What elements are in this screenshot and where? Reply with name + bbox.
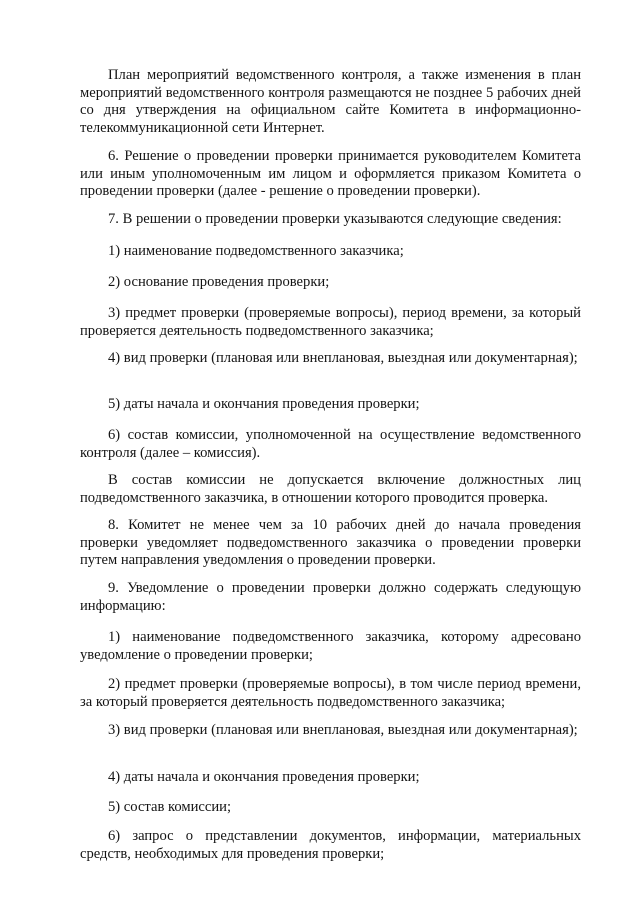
paragraph-9-notification-contents: 9. Уведомление о проведении проверки должно содержать следующую информацию: bbox=[80, 580, 581, 614]
list-item-9-2: 2) предмет проверки (проверяемые вопросы), в том числе период времени, за который проверяется деятельность подведомственного заказчика; bbox=[80, 676, 581, 710]
list-item-9-1: 1) наименование подведомственного заказчика, которому адресовано уведомление о проведении проверки; bbox=[80, 629, 581, 663]
paragraph-6-decision: 6. Решение о проведении проверки принимается руководителем Комитета или иным уполномоченным им лицом и оформляется приказом Комитета о проведении проверки (далее - решение о проведении проверки). bbox=[80, 148, 581, 199]
list-item-7-6: 6) состав комиссии, уполномоченной на осуществление ведомственного контроля (далее – комиссия). bbox=[80, 427, 581, 461]
list-item-9-4: 4) даты начала и окончания проведения проверки; bbox=[108, 769, 420, 785]
list-item-9-5: 5) состав комиссии; bbox=[108, 799, 232, 815]
list-item-7-5: 5) даты начала и окончания проведения проверки; bbox=[108, 396, 420, 412]
paragraph-plan-publication: План мероприятий ведомственного контроля, а также изменения в план мероприятий ведомственного контроля размещаются не позднее 5 рабочих дней со дня утверждения на официальном сайте Комитета в информационно-телекоммуникационной сети Интернет. bbox=[80, 67, 581, 136]
list-item-9-6: 6) запрос о представлении документов, информации, материальных средств, необходимых для проведения проверки; bbox=[80, 828, 581, 862]
paragraph-commission-exclusion: В состав комиссии не допускается включение должностных лиц подведомственного заказчика, в отношении которого проводится проверка. bbox=[80, 472, 581, 506]
paragraph-7-decision-contents: 7. В решении о проведении проверки указываются следующие сведения: bbox=[108, 211, 562, 227]
list-item-7-4: 4) вид проверки (плановая или внеплановая, выездная или документарная); bbox=[108, 350, 578, 366]
list-item-7-1: 1) наименование подведомственного заказчика; bbox=[108, 243, 404, 259]
paragraph-8-notification: 8. Комитет не менее чем за 10 рабочих дней до начала проведения проверки уведомляет подведомственного заказчика о проведении проверки путем направления уведомления о проведении проверки. bbox=[80, 517, 581, 568]
list-item-7-3: 3) предмет проверки (проверяемые вопросы), период времени, за который проверяется деятельность подведомственного заказчика; bbox=[80, 305, 581, 339]
list-item-7-2: 2) основание проведения проверки; bbox=[108, 274, 330, 290]
list-item-9-3: 3) вид проверки (плановая или внеплановая, выездная или документарная); bbox=[108, 722, 578, 738]
